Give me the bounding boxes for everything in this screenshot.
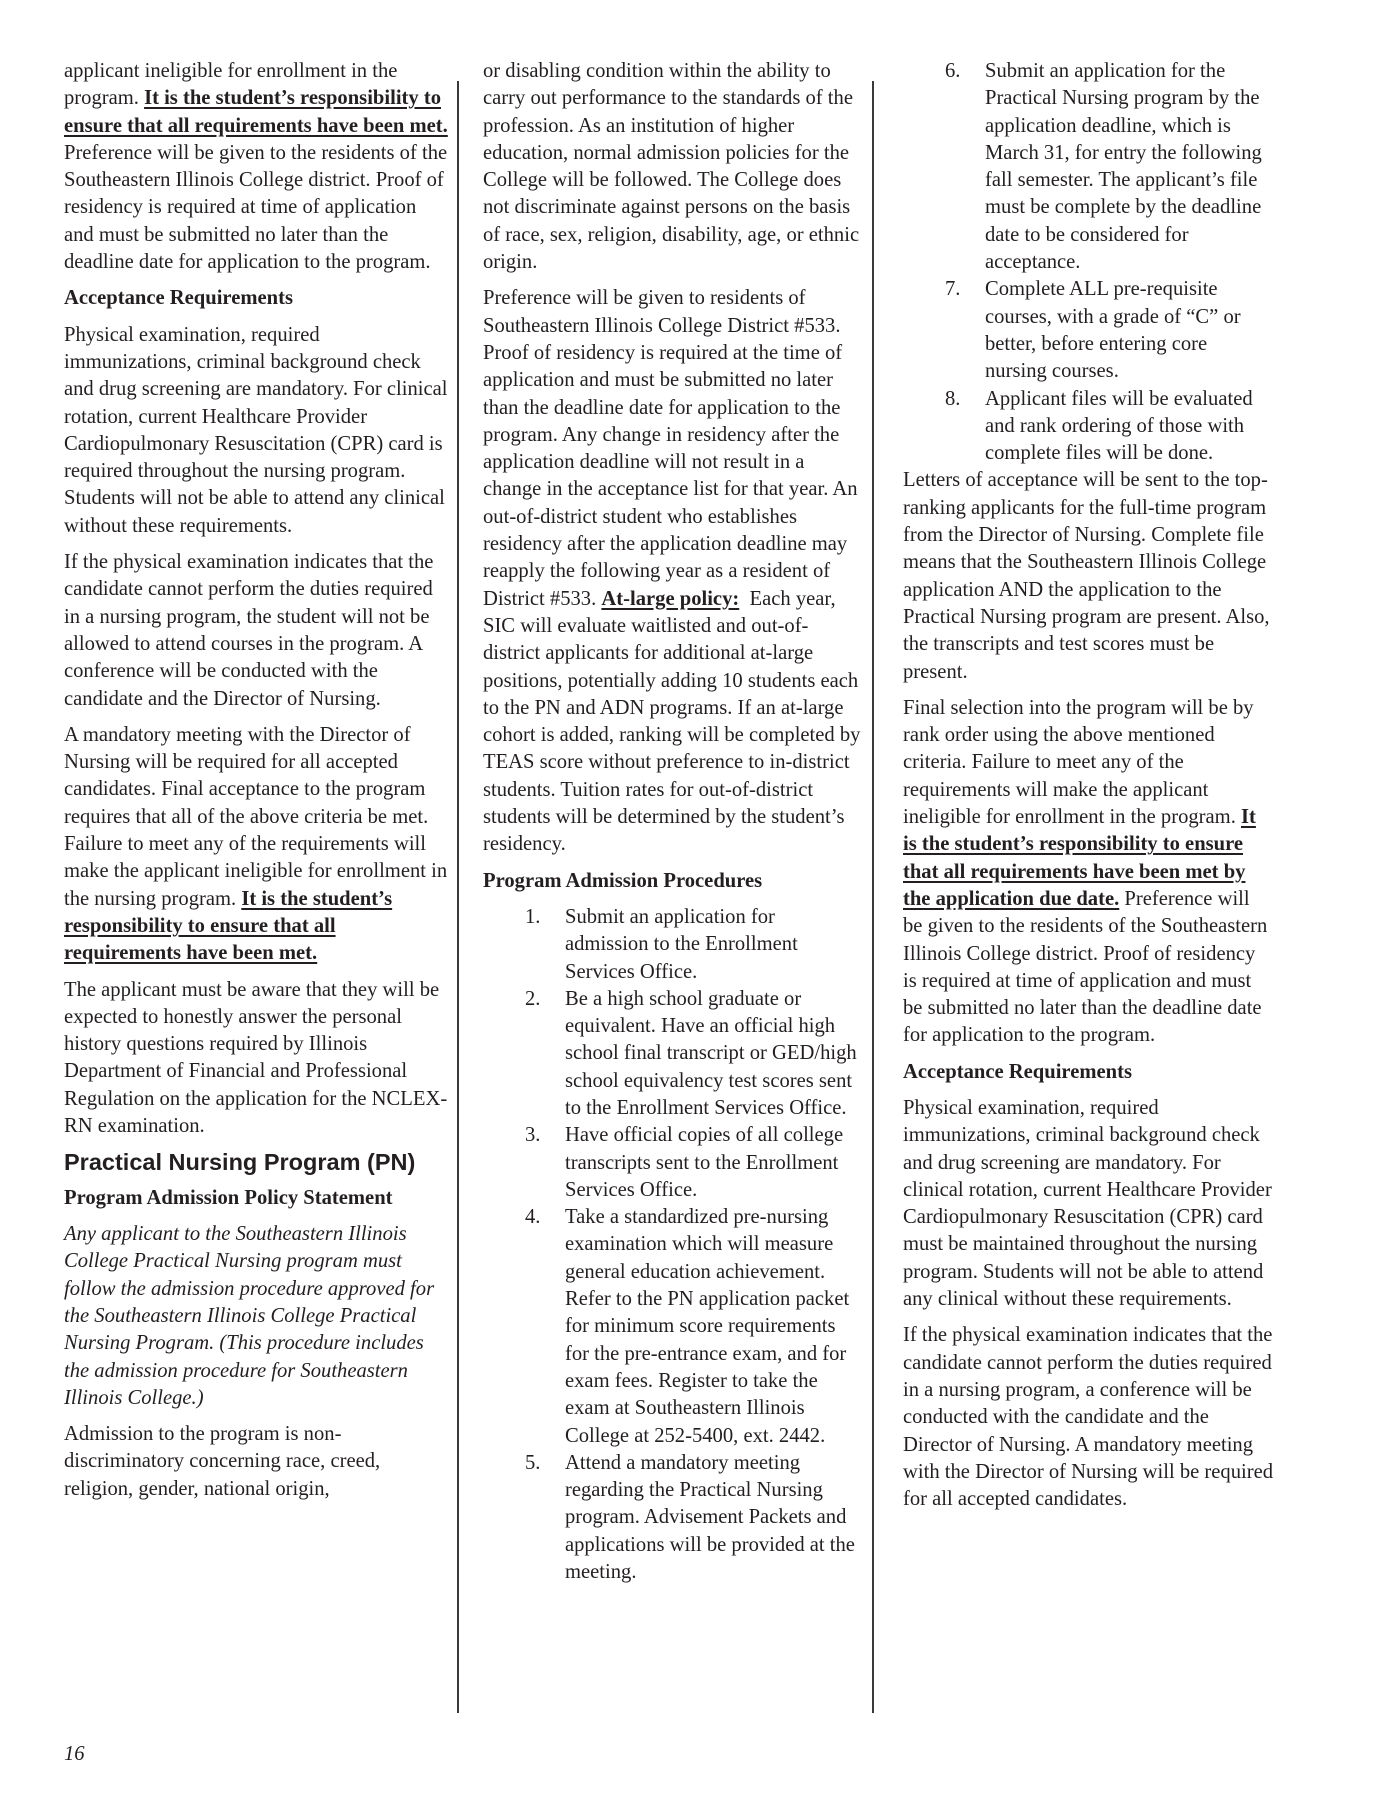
responsibility-notice: It is the student’s responsibility to ensure that all requirements have been met. [64,887,393,965]
procedure-step: 3. Have official copies of all college transcripts sent to the Enrollment Services Office. [525,1124,844,1201]
intro-paragraph: applicant ineligible for enrollment in the program. It is the student’s responsibility to ensure that all requirements have been met. Preference will be given to the residents of the Southeastern Illinois College district. Proof of residency is required at time of application and must be submitted no later than the deadline date for application to the program. [64,60,448,274]
residency-paragraph: Preference will be given to residents of Southeastern Illinois College District #533. Proof of residency is required at the time of application and must be submitted no later than the deadline date for application to the program. Any change in residency after the application deadline will not result in a change in the acceptance list for that year. An out-of-district student who establishes residency after the application deadline may reapply the following year as a resident of District #533. At-large policy: Each year, SIC will evaluate waitlisted and out-of-district applicants for additional at-large positions, potentially adding 10 students each to the PN and ADN programs. If an at-large cohort is added, ranking will be completed by TEAS score without preference to in-district students. Tuition rates for out-of-district students will be determined by the student’s residency. [483,287,866,856]
procedure-step: 8. Applicant files will be evaluated and rank ordering of those with complete files will be done. [945,387,1253,465]
at-large-policy-label: At-large policy: [601,587,740,610]
procedure-step: 5. Attend a mandatory meeting regarding the Practical Nursing program. Advisement Packets and applications will be provided at the meeting. [525,1451,855,1584]
nondiscrimination-paragraph: Admission to the program is non-discriminatory concerning race, creed, religion, gender, national origin, [64,1423,381,1500]
procedure-step: 1. Submit an application for admission to the Enrollment Services Office. [525,905,798,983]
acceptance-requirements-heading: Acceptance Requirements [903,1060,1132,1083]
mandatory-meeting-paragraph: A mandatory meeting with the Director of Nursing will be required for all accepted candidates. Final acceptance to the program requires that all of the above criteria be met. Failure to meet any of the requirements will make the applicant ineligible for enrollment in the nursing program. It is the student’s responsibility to ensure that all requirements have been met. [64,723,448,965]
admission-procedures-list [483,904,863,1586]
responsibility-notice: It is the student’s responsibility to ensure that all requirements have been met by the application due date. [903,806,1256,910]
left-column [64,58,448,1503]
acceptance-paragraph: Physical examination, required immunizations, criminal background check and drug screening are mandatory. For clinical rotation, current Healthcare Provider Cardiopulmonary Resuscitation (CPR) card must be maintained throughout the nursing program. Students will not be able to attend any clinical without these requirements. [903,1096,1272,1311]
column-divider [872,81,874,1713]
procedure-step: 6. Submit an application for the Practical Nursing program by the application deadline, which is March 31, for entry the following fall semester. The applicant’s file must be complete by the deadline date to be considered for acceptance. [945,60,1262,274]
letters-of-acceptance-paragraph: Letters of acceptance will be sent to the top-ranking applicants for the full-time program from the Director of Nursing. Complete file means that the Southeastern Illinois College application AND the application to the Practical Nursing program are present. Also, the transcripts and test scores must be present. [903,469,1270,683]
physical-exam-paragraph: If the physical examination indicates that the candidate cannot perform the duties required in a nursing program, a conference will be conducted with the candidate and the Director of Nursing. A mandatory meeting with the Director of Nursing will be required for all accepted candidates. [903,1324,1274,1511]
middle-column [483,58,866,1595]
personal-history-paragraph: The applicant must be aware that they will be expected to honestly answer the personal history questions required by Illinois Department of Financial and Professional Regulation on the application for the NCLEX-RN examination. [64,978,448,1137]
practical-nursing-program-heading: Practical Nursing Program (PN) [64,1149,416,1176]
policy-statement: Any applicant to the Southeastern Illinois College Practical Nursing program must follow the admission procedure approved for the Southeastern Illinois College Practical Nursing Program. (This procedure includes the admission procedure for Southeastern Illinois College.) [64,1223,435,1409]
procedure-step: 7. Complete ALL pre-requisite courses, with a grade of “C” or better, before entering core nursing courses. [945,278,1241,383]
acceptance-requirements-heading: Acceptance Requirements [64,287,293,310]
column-divider [457,81,459,1713]
procedure-step: 2. Be a high school graduate or equivalent. Have an official high school final transcript or GED/high school equivalency test scores sent to the Enrollment Services Office. [525,987,857,1119]
nondiscrimination-continuation: or disabling condition within the ability to carry out performance to the standards of the profession. As an institution of higher education, normal admission policies for the College will be followed. The College does not discriminate against persons on the basis of race, sex, religion, disability, age, or ethnic origin. [483,60,860,274]
admission-procedures-list-continued [903,58,1273,467]
page-number: 16 [64,1743,85,1765]
acceptance-paragraph: Physical examination, required immunizations, criminal background check and drug screening are mandatory. For clinical rotation, current Healthcare Provider Cardiopulmonary Resuscitation (CPR) card is required throughout the nursing program. Students will not be able to attend any clinical without these requirements. [64,323,448,537]
procedure-step: 4. Take a standardized pre-nursing examination which will measure general education achievement. Refer to the PN application packet for minimum score requirements for the pre-entrance exam, and for exam fees. Register to take the exam at Southeastern Illinois College at 252-5400, ext. 2442. [525,1206,850,1447]
final-selection-paragraph: Final selection into the program will be by rank order using the above mentioned criteria. Failure to meet any of the requirements will make the applicant ineligible for enrollment in the program. It is the student’s responsibility to ensure that all requirements have been met by the application due date. Preference will be given to the residents of the Southeastern Illinois College district. Proof of residency is required at time of application and must be submitted no later than the deadline date for application to the program. [903,696,1268,1047]
right-column [903,58,1273,1513]
policy-statement-heading: Program Admission Policy Statement [64,1186,393,1209]
responsibility-notice: It is the student’s responsibility to ensure that all requirements have been met. [64,87,448,137]
physical-exam-paragraph: If the physical examination indicates that the candidate cannot perform the duties required in a nursing program, the student will not be allowed to attend courses in the program. A conference will be conducted with the candidate and the Director of Nursing. [64,551,434,710]
admission-procedures-heading: Program Admission Procedures [483,869,763,892]
